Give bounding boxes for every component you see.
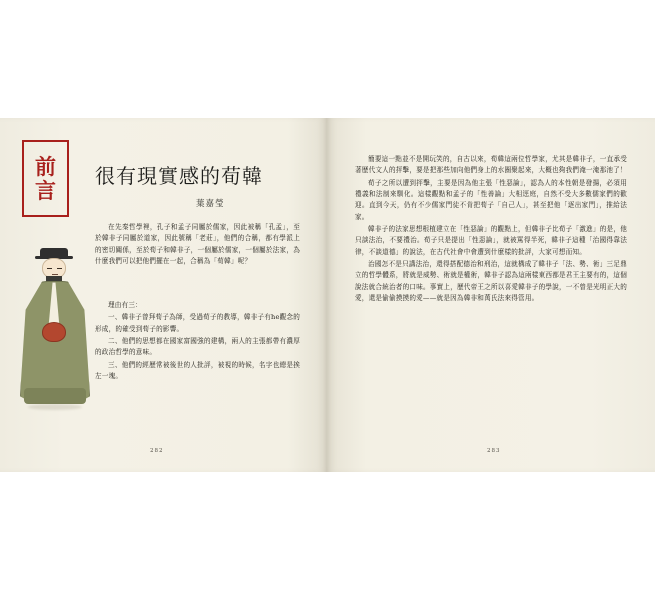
chapter-title: 很有現實感的荀韓	[95, 164, 263, 188]
page-number-left: 282	[150, 448, 164, 454]
left-body-bottom	[95, 300, 300, 383]
robed-scholar-figure	[18, 248, 92, 423]
figure-shadow	[28, 404, 82, 410]
figure-hem	[24, 388, 86, 404]
page-number-right: 283	[487, 448, 501, 454]
byline: 葉嘉瑩	[196, 199, 225, 209]
right-body	[355, 154, 627, 305]
preface-badge-char-2: 言	[35, 177, 56, 203]
left-page	[0, 118, 327, 472]
paragraph: 簡要這一點並不是開玩笑的，自古以來，荀韓這兩位哲學家，尤其是韓非子，一直承受著歷代文人的抨擊，要是把那些加向他們身上的水圈聚起來，大概也夠我們淹一淹那池了！	[355, 155, 627, 175]
paragraph: 治國怎不是只講法治，還得搭配德治和刑治，這就構成了韓非子「法、勢、術」三足鼎立的哲學體系，將就是威勢、術就是權術，韓非子認為這兩樣東西都是君王主要有的，這個說法就合統治者的口味。事實上，歷代帝王之所以喜愛韓非子的學說，一不曾是光明正大的愛，還是偷偷摸摸的愛——就是因為韓非和萬氏法來得管用。	[355, 259, 627, 302]
preface-badge-char-1: 前	[35, 153, 56, 179]
figure-mouth	[52, 274, 58, 275]
paragraph: 三、他們的經歷常被後世的人批評，被視的時候，名字也總是挨左一塊。	[95, 360, 300, 380]
paragraph: 一、韓非子曾拜荀子為師，受過荀子的教導，韓非子有he觀念的形成，的確受到荀子的影響。	[95, 313, 300, 333]
figure-eye-right	[57, 268, 62, 269]
figure-eye-left	[47, 268, 52, 269]
paragraph: 韓非子的法家思想根植建立在「性惡論」的觀點上，但韓非子比荀子「激進」的是，他只談法治，不要禮治。荀子只是提出「性惡論」，就被罵得半死，韓非子這種「治國得靠法律，不談道德」的說法，在古代社會中會遭到什麼樣的批評，大家可想而知。	[355, 224, 627, 256]
paragraph: 荀子之所以遭到抨擊，主要是因為他主張「性惡論」，認為人的本性朝是發揚，必須用禮義和法制來馴化。這樣觀點和孟子的「性善論」大相逕庭，自然不受大多數儒家們的歡迎。直到今天，仍有不少儒家門徒不肯把荀子「自己人」，甚至把他「逐出家門」，推給法家。	[355, 178, 627, 221]
paragraph: 理由有三：	[108, 301, 142, 309]
book-spread	[0, 118, 655, 472]
right-page	[327, 118, 655, 472]
preface-badge	[22, 140, 69, 217]
figure-sash	[42, 322, 66, 342]
left-body-top	[95, 222, 300, 268]
paragraph: 二、他們的思想都在國家富國強的建構，兩人的主張都帶有濃厚的政治哲學的意味。	[95, 336, 300, 357]
paragraph: 在先秦哲學裡，孔子和孟子同屬於儒家，因此被稱「孔孟」，至於韓非子同屬於道家，因此號稱「老莊」，他們的合稱，都有學派上的密切關係，至於荀子和韓非子，一個屬於儒家，一個屬於法家，為什麼我們可以把他們擺在一起，合稱為「荀韓」呢？	[95, 223, 300, 265]
